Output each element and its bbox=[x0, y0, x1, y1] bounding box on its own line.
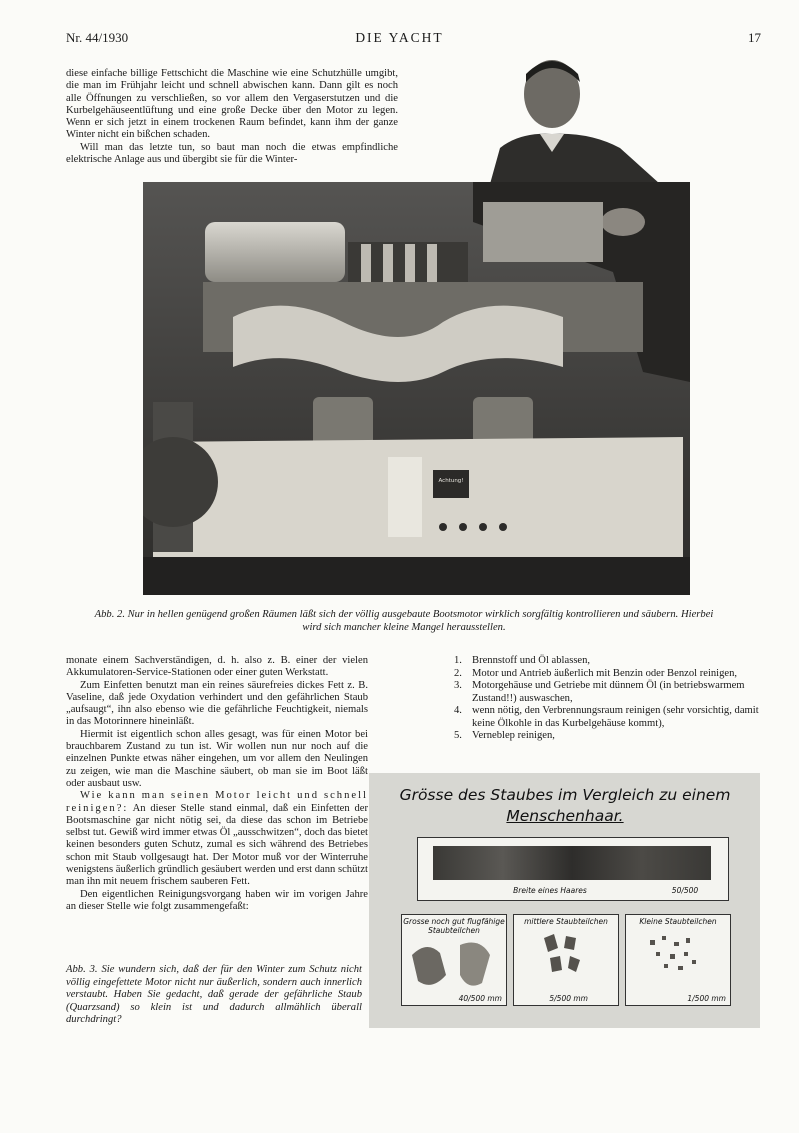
magazine-title: DIE YACHT bbox=[355, 30, 444, 45]
dust-box-small-label: Kleine Staubteilchen bbox=[639, 917, 717, 926]
hair-width-label: Breite eines Haares bbox=[513, 886, 587, 895]
left-paragraph-1: monate einem Sachverständigen, d. h. also z. B. einer der vielen Akkumulatoren-Service-Stationen oder einer guten Werkstatt. bbox=[66, 655, 368, 679]
dust-title-line-1: Grösse des Staubes im Vergleich zu einem bbox=[399, 786, 731, 804]
top-text-block bbox=[66, 68, 398, 166]
section-heading: Wie kann man seinen Motor leicht und schnell reinigen?: bbox=[66, 790, 368, 814]
dust-box-medium-scale: 5/500 mm bbox=[549, 994, 588, 1003]
engine-photo bbox=[143, 182, 690, 595]
step-text: Verneblер reinigen, bbox=[472, 730, 555, 741]
dust-title-line-2: Menschenhaar. bbox=[506, 807, 624, 825]
section-body: An dieser Stelle stand einmal, daß ein Einfetten der Bootsmaschine gar nicht nötig sei, da diese das schon im Betriebe selbst tut. Gewiß wird immer etwas Öl „ausschwitzen“, doch das bietet keinen besonders guten Schutz, zumal es sich während des Betriebes schon mit Staub vollgesaugt hat. Der Motor muß vor der Winterruhe wenigstens äußerlich gründlich gesäubert werden und erst dann schützt man ihn mit neuem frischem sauberen Fett. bbox=[66, 802, 368, 888]
step-number: 5. bbox=[454, 730, 462, 741]
dust-box-large-label: Grosse noch gut flugfähige Staubteilchen bbox=[403, 917, 505, 935]
dust-figure-title bbox=[380, 785, 750, 827]
step-number: 4. bbox=[454, 705, 462, 716]
step-item bbox=[454, 668, 766, 681]
dust-box-small-scale: 1/500 mm bbox=[687, 994, 726, 1003]
large-dust-particles bbox=[402, 935, 506, 995]
step-number: 1. bbox=[454, 655, 462, 666]
step-text: Motorgehäuse und Getriebe mit dünnem Öl (in betriebswarmem Zustand!!) auswaschen, bbox=[472, 680, 745, 704]
left-paragraph-3: Hiermit ist eigentlich schon alles gesagt, was für einen Motor bei brauchbarem Zustand zu tun ist. Wir wollen nun nur noch auf die einzelnen Punkte etwas näher eingehen, um vor allem den Neulingen zu zeigen, wie man die Maschine säubert, ob man sie im Boot läßt oder ausbaut usw. bbox=[66, 728, 368, 789]
figure-2-caption: Abb. 2. Nur in hellen genügend großen Räumen läßt sich der völlig ausgebaute Bootsmotor wirklich sorgfältig kontrollieren und säubern. Hierbei wird sich mancher kleine Mangel herausstellen. bbox=[94, 609, 714, 633]
step-item bbox=[454, 730, 766, 743]
step-item bbox=[454, 680, 766, 705]
dust-box-medium-label: mittlere Staubteilchen bbox=[524, 917, 608, 926]
figure-3-caption: Abb. 3. Sie wundern sich, daß der für den Winter zum Schutz nicht völlig eingefettete Motor nicht nur äußerlich, sondern auch innerlich verstaubt. Haben Sie gedacht, daß gerade der gefährliche Staub (Quarzsand) so klein ist und dadurch allmählich überall durchdringt? bbox=[66, 964, 362, 1025]
step-text: wenn nötig, den Verbrennungsraum reinigen (sehr vorsichtig, damit keine Ölkohle in das Kurbelgehäuse kommt), bbox=[472, 705, 759, 729]
left-paragraph-4 bbox=[66, 790, 368, 888]
page-number: 17 bbox=[748, 30, 761, 45]
step-text: Brennstoff und Öl ablassen, bbox=[472, 655, 591, 666]
dust-box-medium bbox=[513, 914, 619, 1006]
medium-dust-particles bbox=[514, 926, 618, 986]
hair-strand-image bbox=[433, 846, 711, 880]
issue-number: Nr. 44/1930 bbox=[66, 30, 129, 45]
warning-plate-text: Achtung! bbox=[438, 478, 464, 484]
mechanic-upper-photo bbox=[470, 52, 690, 184]
top-paragraph-1: diese einfache billige Fettschicht die Maschine wie eine Schutzhülle umgibt, die man im Frühjahr leicht und schnell abwischen kann. Dann gilt es noch alle Öffnungen zu verschließen, so vor allem den Vergaserstutzen und die Kurbelgehäuseentlüftung und eine große Decke über den Motor zu legen. Wenn er sich jetzt in einem trockenen Raum befindet, kann ihm der ganze Winter nicht ein bißchen schaden. bbox=[66, 68, 398, 141]
cleaning-steps-list bbox=[454, 655, 766, 743]
left-paragraph-2: Zum Einfetten benutzt man ein reines säurefreies dickes Fett z. B. Vaseline, daß jede Oxydation verhindert und den gefährlichen Staub „aufsaugt“, ihn also ebenso wie die gefährliche Feuchtigkeit, niemals in das Motorinnere hineinläßt. bbox=[66, 679, 368, 728]
top-paragraph-2: Will man das letzte tun, so baut man noch die etwas empfindliche elektrische Anlage aus und übergibt sie für die Winter- bbox=[66, 141, 398, 166]
dust-box-large-scale: 40/500 mm bbox=[458, 994, 502, 1003]
left-column bbox=[66, 655, 368, 913]
dust-box-large bbox=[401, 914, 507, 1006]
small-dust-particles bbox=[626, 926, 730, 986]
dust-box-small bbox=[625, 914, 731, 1006]
step-item bbox=[454, 655, 766, 668]
hair-scale-label: 50/500 bbox=[671, 886, 699, 895]
step-text: Motor und Antrieb äußerlich mit Benzin oder Benzol reinigen, bbox=[472, 667, 738, 679]
step-number: 3. bbox=[454, 680, 462, 691]
step-number: 2. bbox=[454, 667, 462, 679]
step-item bbox=[454, 705, 766, 730]
left-paragraph-5: Den eigentlichen Reinigungsvorgang haben wir im vorigen Jahre an dieser Stelle wie folgt zusammengefaßt: bbox=[66, 888, 368, 912]
